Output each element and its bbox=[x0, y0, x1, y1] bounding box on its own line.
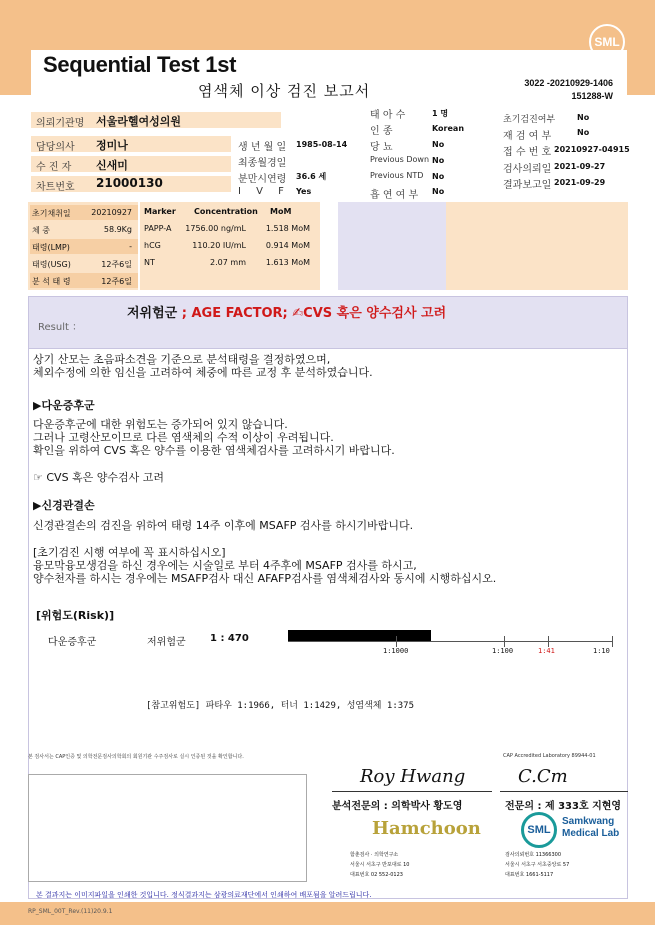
marker-header: Marker bbox=[144, 207, 176, 216]
signature-1: Roy Hwang bbox=[360, 766, 466, 787]
down-heading: ▶다운증후군 bbox=[33, 399, 95, 412]
race-label: 인 종 bbox=[370, 126, 393, 137]
reference-risk: [참고위험도] 파타우 1:1966, 터너 1:1429, 성염색체 1:375 bbox=[146, 701, 415, 711]
smoke-value: No bbox=[432, 187, 445, 196]
marker-name: PAPP-A bbox=[144, 224, 172, 233]
org-label: 의뢰기관명 bbox=[36, 118, 85, 129]
prevdown-label: Previous Down bbox=[370, 155, 430, 164]
dob-value: 1985-08-14 bbox=[296, 140, 348, 149]
dob-label: 생 년 월 일 bbox=[238, 142, 287, 153]
down-line-2: 그러나 고령산모이므로 다른 염색체의 수적 이상이 우려됩니다. bbox=[33, 431, 334, 444]
exam-row-value: 58.9Kg bbox=[103, 225, 132, 234]
samkwang-bottom: Medical Lab bbox=[562, 828, 620, 839]
chart-label: 차트번호 bbox=[36, 182, 75, 193]
sig1-label: 분석전문의 : 의학박사 황도영 bbox=[332, 801, 463, 812]
report-title: Sequential Test 1st bbox=[43, 52, 237, 77]
bottom-note: 본 결과지는 이미지파일을 인쇄한 것입니다. 정식결과지는 삼광의료재단에서 인쇄하여 배포됨을 알려드립니다. bbox=[36, 891, 372, 899]
prevntd-value: No bbox=[432, 172, 445, 181]
ref-line-2: 151288-W bbox=[571, 91, 613, 101]
hamchoon-logo: Hamchoon bbox=[372, 818, 481, 839]
org-value: 서울라헬여성의원 bbox=[96, 115, 182, 128]
marker-mom: 1.613 MoM bbox=[265, 258, 310, 267]
result-headline bbox=[127, 302, 446, 321]
samkwang-top: Samkwang bbox=[562, 816, 615, 827]
reqdate-value: 2021-09-27 bbox=[554, 162, 606, 171]
result-level: 저위험군 bbox=[127, 306, 178, 321]
first-label: 초기검진여부 bbox=[503, 115, 556, 125]
marker-mom: 1.518 MoM bbox=[265, 224, 310, 233]
exam-row-value: 12주6일 bbox=[101, 260, 132, 269]
bracket-note bbox=[33, 546, 496, 585]
diabetes-label: 당 뇨 bbox=[370, 142, 393, 153]
lab1-info bbox=[350, 850, 409, 880]
tick-label-100: 1:100 bbox=[492, 647, 514, 655]
marker-mom: 0.914 MoM bbox=[265, 241, 310, 250]
lab2-info-3: 대표번호 1661-5117 bbox=[505, 872, 554, 878]
signature-2: C.Cm bbox=[518, 766, 568, 787]
doctor-value: 정미나 bbox=[96, 139, 128, 152]
risk-ratio: 1 : 470 bbox=[210, 633, 249, 644]
prevntd-label: Previous NTD bbox=[370, 171, 424, 180]
sig2-line bbox=[500, 791, 628, 792]
lab2-info bbox=[505, 850, 569, 880]
marker-conc: 2.07 mm bbox=[210, 258, 246, 267]
exam-row-label: 체 중 bbox=[32, 226, 50, 235]
ref-line-1: 3022 -20210929-1406 bbox=[524, 78, 613, 88]
comment-box bbox=[28, 774, 307, 882]
repdate-label: 결과보고일 bbox=[503, 180, 552, 191]
exam-row-value: 20210927 bbox=[91, 208, 132, 217]
risk-level: 저위험군 bbox=[147, 637, 186, 648]
lab2-info-2: 서울시 서초구 서초중앙로 57 bbox=[505, 862, 570, 868]
smoke-label: 흡 연 여 부 bbox=[370, 190, 419, 201]
risk-name: 다운증후군 bbox=[48, 637, 97, 648]
result-factor: ; AGE FACTOR; ✍CVS 혹은 양수검사 고려 bbox=[181, 306, 447, 321]
prevdown-value: No bbox=[432, 156, 445, 165]
age-value: 36.6 세 bbox=[296, 172, 327, 181]
doctor-label: 담당의사 bbox=[36, 142, 75, 153]
lab1-info-2: 서울시 서초구 반포대로 10 bbox=[350, 862, 410, 868]
accno-value: 20210927-04915 bbox=[554, 145, 630, 154]
exam-row-value: 12주6일 bbox=[101, 277, 132, 286]
marker-name: NT bbox=[144, 258, 155, 267]
first-value: No bbox=[577, 113, 590, 122]
lab2-info-1: 검사의뢰번호 11366300 bbox=[505, 852, 562, 858]
patient-label: 수 진 자 bbox=[36, 162, 72, 173]
bracket-line-1: [초기검진 시행 여부에 꼭 표시하십시오] bbox=[33, 546, 226, 559]
marker-header: Concentration bbox=[194, 207, 258, 216]
patient-value: 신새미 bbox=[96, 159, 128, 172]
down-paragraph bbox=[33, 418, 395, 457]
retest-value: No bbox=[577, 128, 590, 137]
risk-title: [위험도(Risk)] bbox=[36, 609, 115, 622]
report-ref bbox=[524, 77, 613, 103]
ntd-heading: ▶신경관결손 bbox=[33, 499, 95, 512]
tick-label-1000: 1:1000 bbox=[383, 647, 409, 655]
extra-panel-right bbox=[446, 202, 628, 290]
exam-row-label: 태령(USG) bbox=[32, 260, 71, 269]
lab1-info-3: 대표번호 02 552-0123 bbox=[350, 872, 403, 878]
result-label: Result ： bbox=[38, 322, 83, 333]
exam-row-label: 태령(LMP) bbox=[32, 243, 70, 252]
cvs-note: ☞ CVS 혹은 양수검사 고려 bbox=[33, 471, 165, 484]
result-paragraph bbox=[33, 353, 373, 379]
exam-row-value: - bbox=[129, 242, 132, 251]
ivf-label: I V F bbox=[238, 186, 290, 197]
cap-accred: CAP Accredited Laboratory 89944-01 bbox=[503, 753, 596, 759]
reqdate-label: 검사의뢰일 bbox=[503, 164, 552, 175]
ntd-line: 신경관결손의 검진을 위하여 태령 14주 이후에 MSAFP 검사를 하시기바랍니다. bbox=[33, 519, 414, 532]
result-line-1: 상기 산모는 초음파소견을 기준으로 분석태령을 결정하였으며, bbox=[33, 353, 331, 366]
tick-1000 bbox=[396, 636, 397, 647]
report-subtitle: 염색체 이상 검진 보고서 bbox=[198, 82, 371, 100]
age-label: 분만시연령 bbox=[238, 174, 287, 185]
tick-label-41: 1:41 bbox=[538, 647, 555, 655]
tick-100 bbox=[504, 636, 505, 647]
exam-row-label: 분 석 태 령 bbox=[32, 277, 71, 286]
tick-41 bbox=[548, 636, 549, 647]
down-line-1: 다운증후군에 대한 위험도는 증가되어 있지 않습니다. bbox=[33, 418, 288, 431]
ivf-value: Yes bbox=[296, 187, 312, 196]
risk-scale-line bbox=[288, 641, 613, 642]
sml-footer-logo: SML bbox=[521, 812, 557, 848]
down-line-3: 확인을 위하여 CVS 혹은 양수를 이용한 염색체검사를 고려하시기 바랍니다. bbox=[33, 444, 395, 457]
cap-note: 본 검사서는 CAP인증 및 의학전문검사의학회의 회원기관 수주검사로 실시 인증된 것을 확인합니다. bbox=[28, 754, 244, 760]
fetus-value: 1 명 bbox=[432, 109, 449, 118]
fetus-label: 태 아 수 bbox=[370, 110, 406, 121]
lmp-label: 최종월경일 bbox=[238, 158, 287, 169]
diabetes-value: No bbox=[432, 140, 445, 149]
lab1-info-1: 함춘검사 · 의학연구소 bbox=[350, 852, 399, 858]
sig2-label: 전문의 : 제 333호 지현영 bbox=[505, 801, 622, 812]
exam-row-label: 초기채취일 bbox=[32, 209, 71, 218]
chart-value: 21000130 bbox=[96, 176, 163, 190]
bracket-line-2: 융모막융모생검을 하신 경우에는 시술일로 부터 4주후에 MSAFP 검사를 하시고, bbox=[33, 559, 417, 572]
marker-conc: 110.20 IU/mL bbox=[192, 241, 246, 250]
sig1-line bbox=[332, 791, 492, 792]
extra-panel-left bbox=[338, 202, 446, 290]
race-value: Korean bbox=[432, 124, 465, 133]
marker-name: hCG bbox=[144, 241, 161, 250]
tick-10 bbox=[612, 636, 613, 647]
tick-label-10: 1:10 bbox=[593, 647, 610, 655]
retest-label: 재 검 여 부 bbox=[503, 131, 552, 142]
samkwang-name bbox=[562, 816, 619, 840]
marker-header: MoM bbox=[270, 207, 292, 216]
risk-bar bbox=[288, 630, 431, 641]
marker-conc: 1756.00 ng/mL bbox=[185, 224, 246, 233]
repdate-value: 2021-09-29 bbox=[554, 178, 606, 187]
version-text: RP_SML_00T_Rev.(11)20.9.1 bbox=[28, 908, 113, 915]
bracket-line-3: 양수천자를 하시는 경우에는 MSAFP검사 대신 AFAFP검사를 염색체검사와 동시에 시행하십시오. bbox=[33, 572, 497, 585]
accno-label: 접 수 번 호 bbox=[503, 147, 552, 158]
result-line-2: 체외수정에 의한 임신을 고려하여 체중에 따른 교정 후 분석하였습니다. bbox=[33, 366, 373, 379]
sml-logo: SML bbox=[589, 24, 625, 60]
